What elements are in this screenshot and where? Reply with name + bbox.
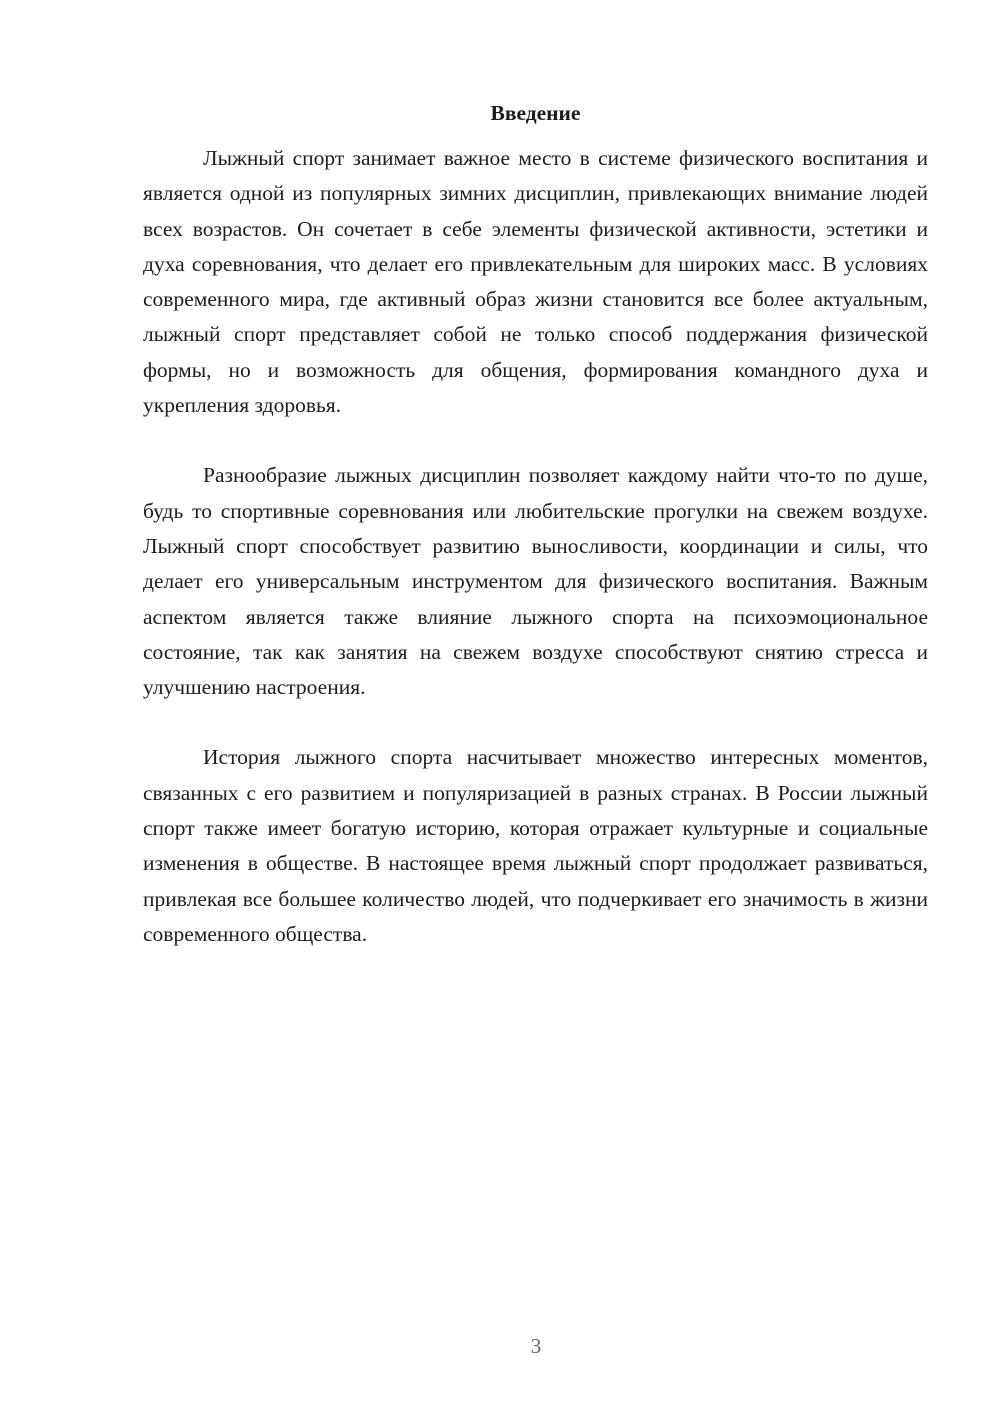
- page-number: 3: [530, 1334, 542, 1358]
- section-title: Введение: [490, 101, 581, 125]
- paragraph-3: История лыжного спорта насчитывает множество интересных моментов, связанных с его развитием и популяризацией в разных странах. В России лыжный спорт также имеет богатую историю, которая отражает культурные и социальные изменения в обществе. В настоящее время лыжный спорт продолжает развиваться, привлекая все большее количество людей, что подчеркивает его значимость в жизни современного общества.: [143, 745, 928, 946]
- paragraph-2: Разнообразие лыжных дисциплин позволяет каждому найти что-то по душе, будь то спортивные соревнования или любительские прогулки на свежем воздухе. Лыжный спорт способствует развитию выносливости, координации и силы, что делает его универсальным инструментом для физического воспитания. Важным аспектом является также влияние лыжного спорта на психоэмоциональное состояние, так как занятия на свежем воздухе способствуют снятию стресса и улучшению настроения.: [143, 463, 928, 700]
- page-content: [143, 97, 928, 952]
- paragraph-1: Лыжный спорт занимает важное место в системе физического воспитания и является одной из популярных зимних дисциплин, привлекающих внимание людей всех возрастов. Он сочетает в себе элементы физической активности, эстетики и духа соревнования, что делает его привлекательным для широких масс. В условиях современного мира, где активный образ жизни становится все более актуальным, лыжный спорт представляет собой не только способ поддержания физической формы, но и возможность для общения, формирования командного духа и укрепления здоровья.: [143, 146, 928, 418]
